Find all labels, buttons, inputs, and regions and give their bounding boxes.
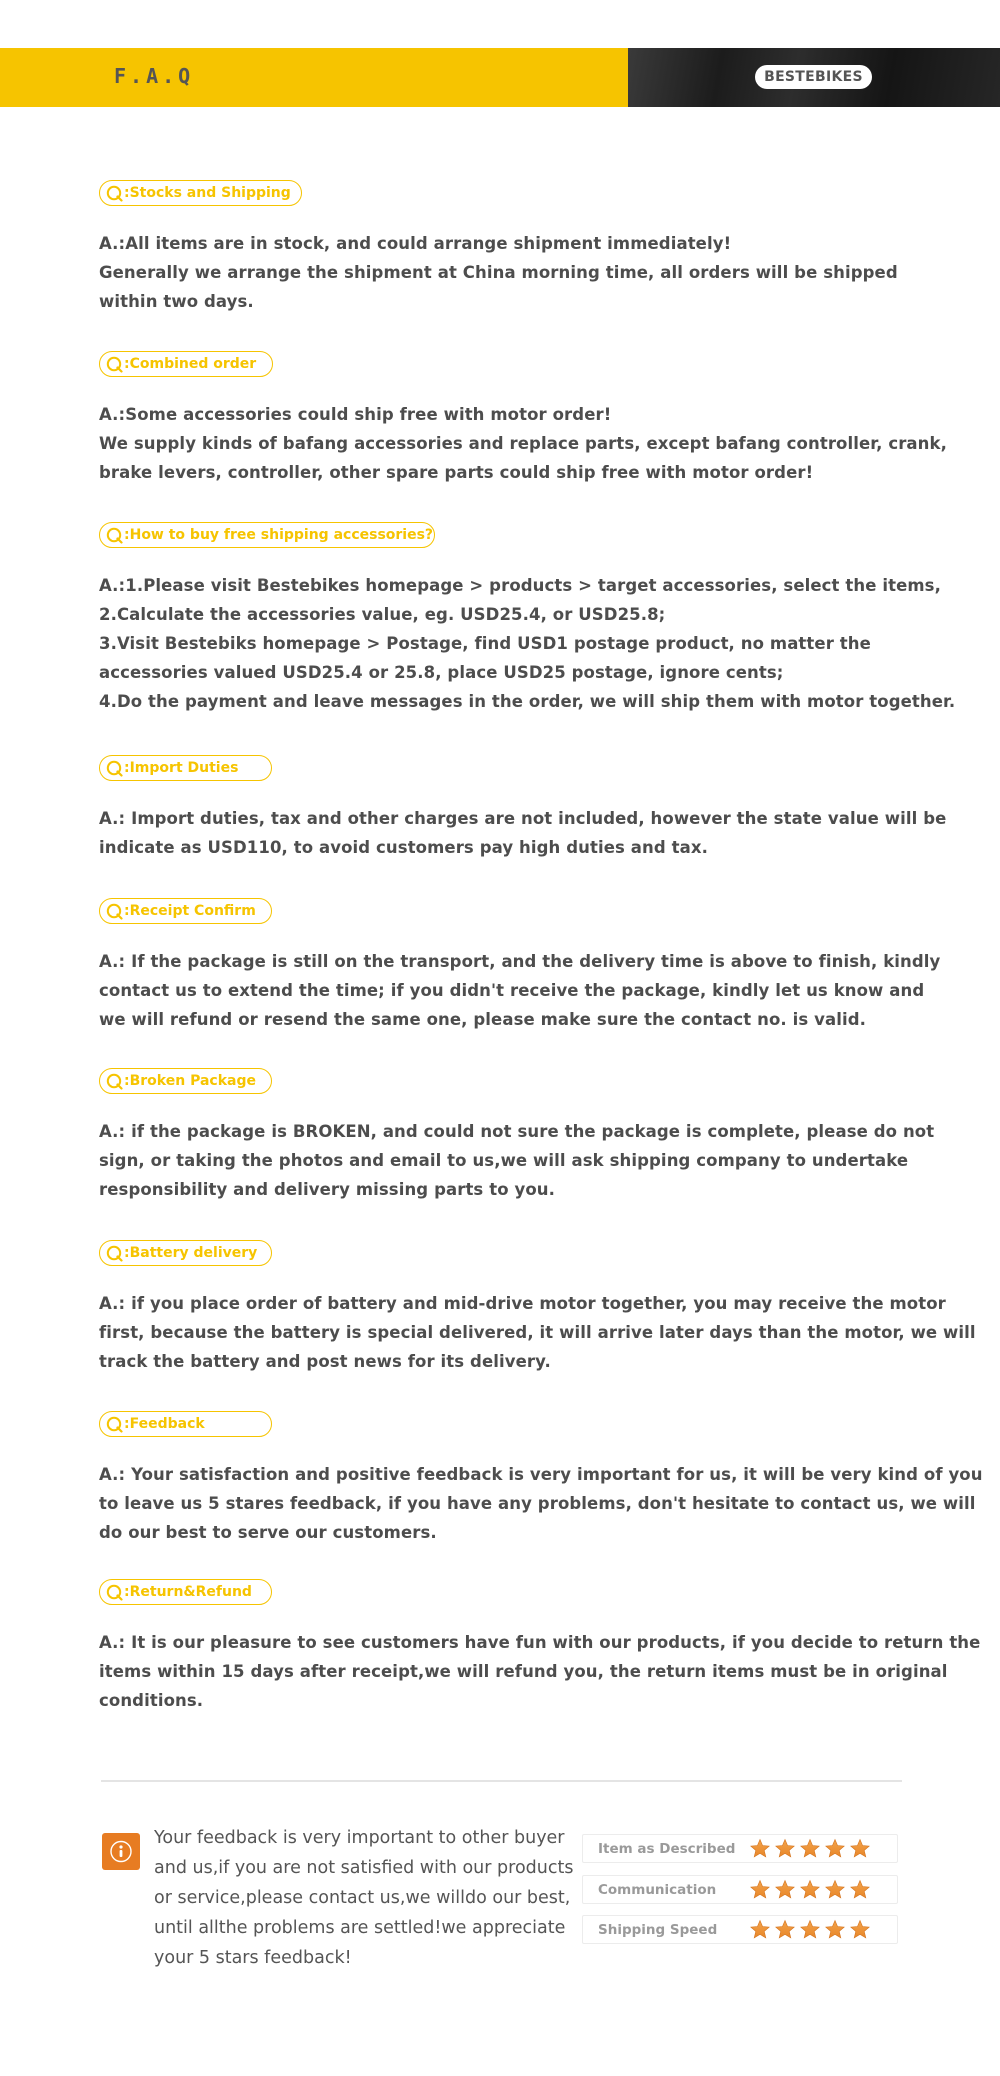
question-q-icon: [106, 1245, 123, 1262]
faq-question-label: :How to buy free shipping accessories?: [124, 527, 434, 543]
faq-answer-line: conditions.: [99, 1691, 204, 1710]
faq-answer-line: do our best to serve our customers.: [99, 1523, 437, 1542]
star-icon: [849, 1838, 871, 1859]
faq-answer-line: track the battery and post news for its delivery.: [99, 1352, 551, 1371]
faq-answer-line: indicate as USD110, to avoid customers pay high duties and tax.: [99, 838, 708, 857]
header-title-bar: [0, 48, 628, 107]
star-icon: [824, 1919, 846, 1940]
faq-answer-line: responsibility and delivery missing parts to you.: [99, 1180, 555, 1199]
star-icon: [774, 1838, 796, 1859]
rating-row: [582, 1834, 898, 1863]
faq-answer: [99, 400, 947, 487]
star-icon: [799, 1879, 821, 1900]
question-q-icon: [106, 1584, 123, 1601]
faq-answer-line: within two days.: [99, 292, 254, 311]
rating-stars: [749, 1879, 871, 1900]
faq-answer-line: A.: Import duties, tax and other charges are not included, however the state value will be: [99, 809, 947, 828]
faq-answer-line: Generally we arrange the shipment at China morning time, all orders will be shipped: [99, 263, 898, 282]
star-icon: [799, 1919, 821, 1940]
faq-question-label: :Return&Refund: [124, 1584, 252, 1600]
faq-answer-line: to leave us 5 stares feedback, if you have any problems, don't hesitate to contact us, we will: [99, 1494, 976, 1513]
star-icon: [749, 1879, 771, 1900]
question-q-icon: [106, 1416, 123, 1433]
faq-question-pill: [99, 522, 435, 548]
faq-answer-line: items within 15 days after receipt,we will refund you, the return items must be in original: [99, 1662, 948, 1681]
faq-question-label: :Receipt Confirm: [124, 903, 256, 919]
faq-question-pill: [99, 351, 273, 377]
faq-question-pill: [99, 898, 272, 924]
faq-question-label: :Broken Package: [124, 1073, 256, 1089]
faq-answer-line: sign, or taking the photos and email to us,we will ask shipping company to undertake: [99, 1151, 909, 1170]
faq-answer-line: A.: Your satisfaction and positive feedback is very important for us, it will be very kind of you: [99, 1465, 983, 1484]
faq-answer-line: A.:All items are in stock, and could arrange shipment immediately!: [99, 234, 732, 253]
feedback-line: or service,please contact us,we willdo our best,: [154, 1888, 571, 1908]
faq-answer: [99, 1289, 976, 1376]
faq-answer-line: We supply kinds of bafang accessories and replace parts, except bafang controller, crank,: [99, 434, 947, 453]
divider: [101, 1780, 902, 1782]
faq-answer-line: 4.Do the payment and leave messages in the order, we will ship them with motor together.: [99, 692, 956, 711]
star-icon: [849, 1879, 871, 1900]
header-brand-bar: [628, 48, 1000, 107]
star-icon: [774, 1919, 796, 1940]
rating-label: Item as Described: [598, 1840, 736, 1857]
feedback-message: [154, 1823, 574, 1973]
faq-answer-line: A.: if you place order of battery and mid-drive motor together, you may receive the motor: [99, 1294, 946, 1313]
question-q-icon: [106, 356, 123, 373]
page-title: F.A.Q: [114, 64, 195, 88]
star-icon: [749, 1838, 771, 1859]
question-q-icon: [106, 903, 123, 920]
rating-stars: [749, 1838, 871, 1859]
faq-question-label: :Battery delivery: [124, 1245, 258, 1261]
faq-answer-line: we will refund or resend the same one, please make sure the contact no. is valid.: [99, 1010, 867, 1029]
faq-answer-line: A.:1.Please visit Bestebikes homepage > products > target accessories, select the items,: [99, 576, 941, 595]
feedback-line: until allthe problems are settled!we appreciate: [154, 1918, 566, 1938]
faq-answer-line: 2.Calculate the accessories value, eg. USD25.4, or USD25.8;: [99, 605, 666, 624]
star-icon: [749, 1919, 771, 1940]
faq-answer-line: 3.Visit Bestebiks homepage > Postage, find USD1 postage product, no matter the: [99, 634, 871, 653]
question-q-icon: [106, 185, 123, 202]
feedback-line: Your feedback is very important to other buyer: [154, 1828, 565, 1848]
question-q-icon: [106, 1073, 123, 1090]
star-icon: [799, 1838, 821, 1859]
faq-question-label: :Combined order: [124, 356, 257, 372]
star-icon: [849, 1919, 871, 1940]
rating-label: Shipping Speed: [598, 1921, 718, 1938]
faq-answer: [99, 1460, 983, 1547]
faq-question-pill: [99, 1240, 272, 1266]
faq-question-label: :Stocks and Shipping: [124, 185, 291, 201]
faq-question-label: :Import Duties: [124, 760, 239, 776]
feedback-line: and us,if you are not satisfied with our products: [154, 1858, 574, 1878]
rating-stars: [749, 1919, 871, 1940]
faq-answer-line: A.:Some accessories could ship free with motor order!: [99, 405, 612, 424]
star-icon: [824, 1879, 846, 1900]
faq-answer-line: first, because the battery is special delivered, it will arrive later days than the motor, we will: [99, 1323, 976, 1342]
star-icon: [774, 1879, 796, 1900]
feedback-line: your 5 stars feedback!: [154, 1948, 352, 1968]
faq-answer: [99, 947, 941, 1034]
question-q-icon: [106, 527, 123, 544]
rating-label: Communication: [598, 1881, 717, 1898]
header-banner: [0, 48, 1000, 107]
faq-answer-line: A.: It is our pleasure to see customers have fun with our products, if you decide to return the: [99, 1633, 981, 1652]
faq-answer-line: contact us to extend the time; if you didn't receive the package, kindly let us know and: [99, 981, 925, 1000]
faq-answer-line: A.: If the package is still on the transport, and the delivery time is above to finish, kindly: [99, 952, 941, 971]
faq-answer-line: brake levers, controller, other spare parts could ship free with motor order!: [99, 463, 814, 482]
rating-row: [582, 1875, 898, 1904]
faq-answer: [99, 229, 919, 316]
question-q-icon: [106, 760, 123, 777]
feedback-badge-icon: [102, 1833, 140, 1870]
faq-question-pill: [99, 1411, 272, 1437]
faq-answer: [99, 804, 947, 862]
faq-question-pill: [99, 180, 302, 206]
faq-answer-line: A.: if the package is BROKEN, and could not sure the package is complete, please do not: [99, 1122, 935, 1141]
faq-answer: [99, 1117, 935, 1204]
faq-question-pill: [99, 1579, 272, 1605]
faq-question-pill: [99, 1068, 272, 1094]
star-icon: [824, 1838, 846, 1859]
faq-question-pill: [99, 755, 272, 781]
faq-answer-line: accessories valued USD25.4 or 25.8, place USD25 postage, ignore cents;: [99, 663, 784, 682]
faq-question-label: :Feedback: [124, 1416, 205, 1432]
faq-answer: [99, 571, 956, 716]
faq-answer: [99, 1628, 981, 1715]
rating-row: [582, 1915, 898, 1944]
brand-logo: BESTEBIKES: [755, 65, 872, 89]
